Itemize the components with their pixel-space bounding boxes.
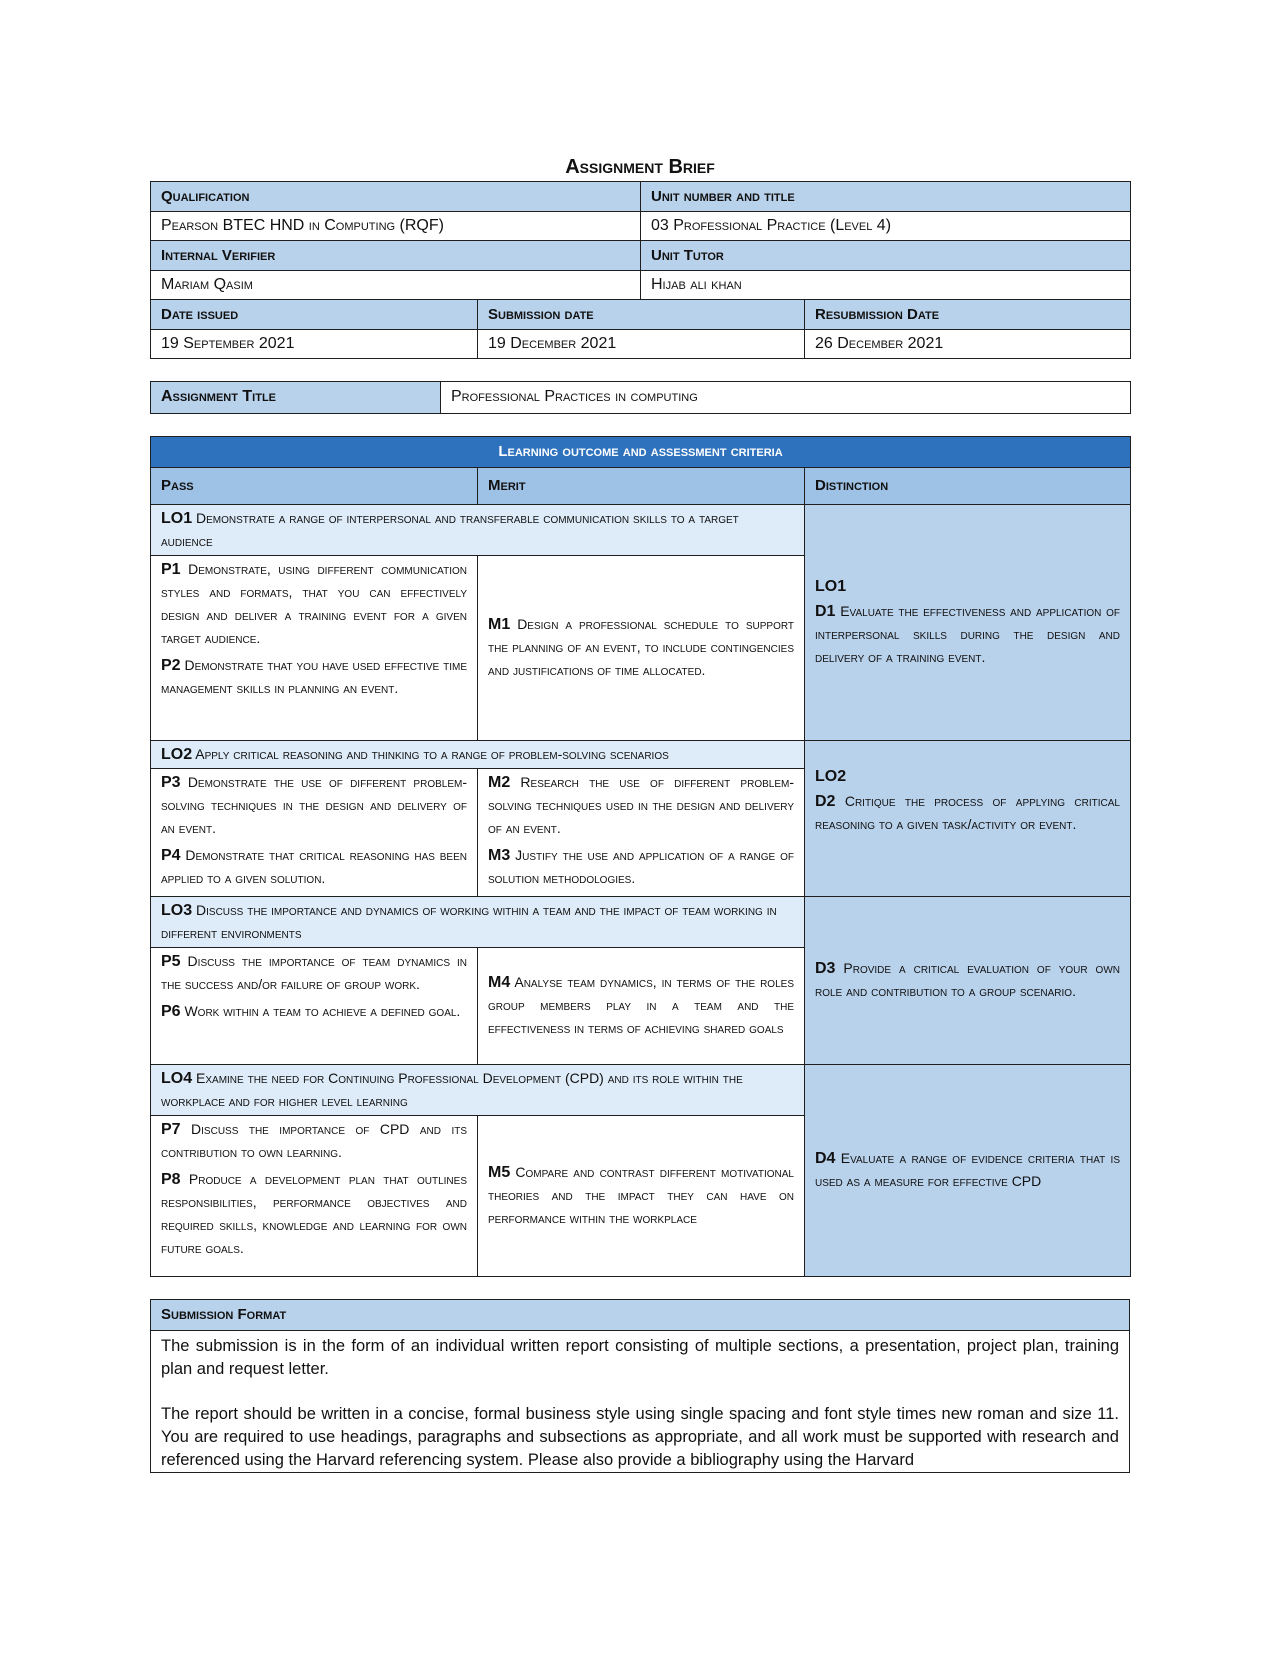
- submission-format-label: Submission Format: [151, 1299, 1130, 1330]
- lo1-merit: M1 Design a professional schedule to support the planning of an event, to include contingencies and justifications of time allocated.: [478, 555, 805, 740]
- submission-date-value: 19 December 2021: [478, 329, 805, 358]
- tutor-value: Hijab ali khan: [641, 271, 1131, 300]
- resubmission-date-value: 26 December 2021: [805, 329, 1131, 358]
- verifier-value: Mariam Qasim: [151, 271, 641, 300]
- submission-date-label: Submission date: [478, 299, 805, 329]
- resubmission-date-label: Resubmission Date: [805, 299, 1131, 329]
- page-title: Assignment Brief: [565, 156, 715, 178]
- assignment-title-value: Professional Practices in computing: [441, 381, 1131, 413]
- lo1-pass: P1 Demonstrate, using different communication styles and formats, that you can effectively design and deliver a training event for a given target audience. P2 Demonstrate that you have used effective time management skills in planning an event.: [151, 555, 478, 740]
- lo2-distinction: LO2 D2 Critique the process of applying critical reasoning to a given task/activity or event.: [805, 740, 1131, 896]
- lo3-row: LO3 Discuss the importance and dynamics of working within a team and the impact of team working in different environments: [151, 896, 805, 947]
- meta-table: [150, 181, 1131, 300]
- unit-value: 03 Professional Practice (Level 4): [641, 212, 1131, 241]
- qualification-label: Qualification: [151, 182, 641, 212]
- assignment-title-label: Assignment Title: [151, 381, 441, 413]
- lo3-merit: M4 Analyse team dynamics, in terms of the roles group members play in a team and the effectiveness in terms of achieving shared goals: [478, 947, 805, 1064]
- lo4-distinction: D4 Evaluate a range of evidence criteria that is used as a measure for effective CPD: [805, 1064, 1131, 1276]
- assignment-brief-page: [150, 154, 1130, 1473]
- lo1-distinction: LO1 D1 Evaluate the effectiveness and application of interpersonal skills during the design and delivery of a training event.: [805, 504, 1131, 740]
- distinction-column-header: Distinction: [805, 467, 1131, 504]
- submission-format-paragraph-1: The submission is in the form of an individual written report consisting of multiple sections, a presentation, project plan, training plan and request letter.: [161, 1336, 1119, 1378]
- date-issued-value: 19 September 2021: [151, 329, 478, 358]
- lo3-pass: P5 Discuss the importance of team dynamics in the success and/or failure of group work. P6 Work within a team to achieve a defined goal.: [151, 947, 478, 1064]
- dates-table: [150, 299, 1131, 359]
- verifier-label: Internal Verifier: [151, 241, 641, 271]
- criteria-heading: Learning outcome and assessment criteria: [151, 436, 1131, 467]
- lo2-row: LO2 Apply critical reasoning and thinking to a range of problem-solving scenarios: [151, 740, 805, 768]
- qualification-value: Pearson BTEC HND in Computing (RQF): [151, 212, 641, 241]
- assignment-title-table: [150, 381, 1131, 414]
- lo2-merit: M2 Research the use of different problem-solving techniques used in the design and delivery of an event. M3 Justify the use and application of a range of solution methodologies.: [478, 768, 805, 896]
- lo3-distinction: D3 Provide a critical evaluation of your own role and contribution to a group scenario.: [805, 896, 1131, 1064]
- lo4-merit: M5 Compare and contrast different motivational theories and the impact they can have on performance within the workplace: [478, 1115, 805, 1276]
- pass-column-header: Pass: [151, 467, 478, 504]
- lo4-pass: P7 Discuss the importance of CPD and its contribution to own learning. P8 Produce a development plan that outlines responsibilities, performance objectives and required skills, knowledge and learning for own future goals.: [151, 1115, 478, 1276]
- submission-format-table: [150, 1299, 1130, 1473]
- tutor-label: Unit Tutor: [641, 241, 1131, 271]
- date-issued-label: Date issued: [151, 299, 478, 329]
- lo1-row: LO1 Demonstrate a range of interpersonal and transferable communication skills to a target audience: [151, 504, 805, 555]
- submission-format-paragraph-2: The report should be written in a concise, formal business style using single spacing and font style times new roman and size 11. You are required to use headings, paragraphs and subsections as appropriate, and all work must be supported with research and referenced using the Harvard referencing system. Please also provide a bibliography using the Harvard: [161, 1404, 1119, 1469]
- unit-label: Unit number and title: [641, 182, 1131, 212]
- merit-column-header: Merit: [478, 467, 805, 504]
- lo2-pass: P3 Demonstrate the use of different problem-solving techniques in the design and delivery of an event. P4 Demonstrate that critical reasoning has been applied to a given solution.: [151, 768, 478, 896]
- lo4-row: LO4 Examine the need for Continuing Professional Development (CPD) and its role within the workplace and for higher level learning: [151, 1064, 805, 1115]
- criteria-table: [150, 436, 1131, 1277]
- submission-format-body: [151, 1330, 1130, 1472]
